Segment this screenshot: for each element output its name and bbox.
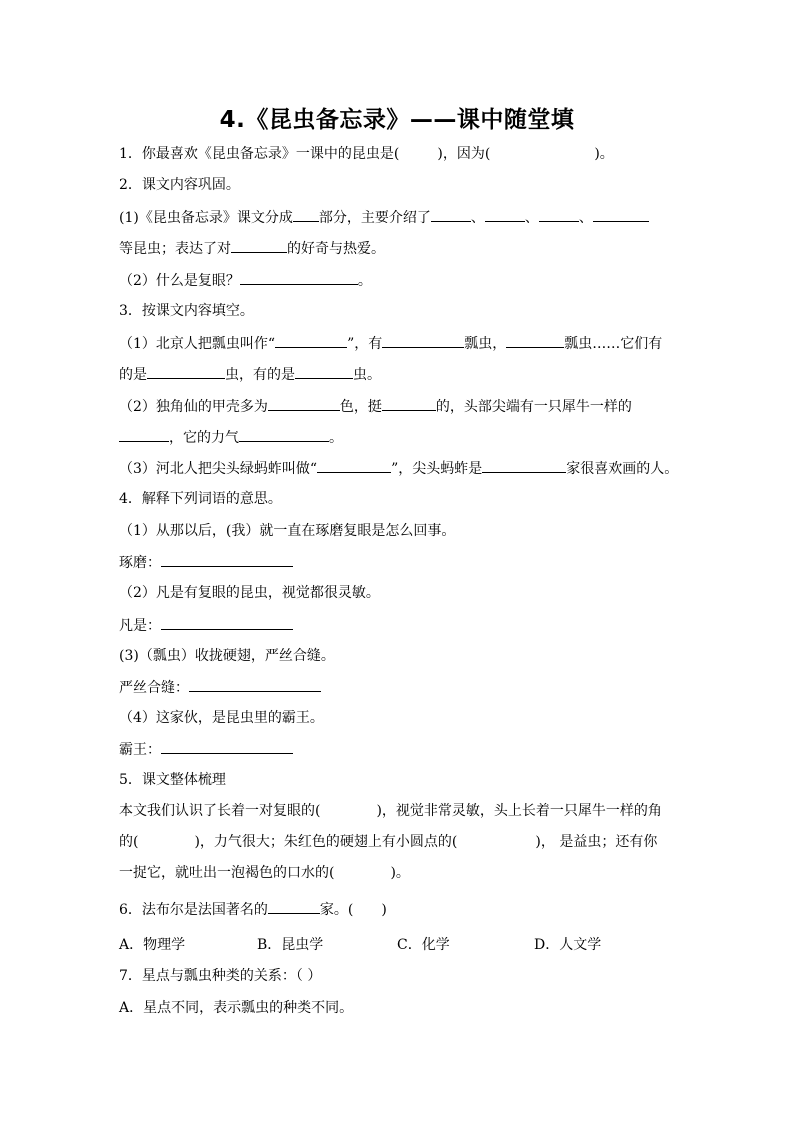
question-2-1-line-1	[119, 207, 649, 228]
question-3-1-line-1	[119, 333, 662, 354]
separator: 、	[470, 210, 485, 226]
question-4-4-sentence: （4）这家伙，是昆虫里的霸王。	[119, 710, 324, 726]
q5-text-e: )， 是益虫；还有你	[535, 834, 658, 850]
question-5-line-2	[119, 832, 657, 852]
question-4-3-word	[119, 677, 321, 698]
q6-text-b: 家。(	[319, 902, 354, 918]
q4-3-blank[interactable]	[189, 677, 321, 692]
q3-3-text-c: 家很喜欢画的人。	[566, 461, 679, 477]
q3-1-text-g: 虫。	[353, 367, 381, 383]
q2-1-blank-parts[interactable]	[293, 207, 319, 222]
page-title: 4.《昆虫备忘录》——课中随堂填	[219, 107, 575, 133]
question-3-2-line-2	[119, 427, 343, 448]
q3-1-text-f: 虫，有的是	[225, 367, 295, 383]
question-7-stem: 7．星点与瓢虫种类的关系：（ ）	[119, 968, 322, 984]
q3-2-blank-horn[interactable]	[119, 427, 169, 442]
question-3-2-line-1	[119, 396, 632, 417]
q2-1-blank-insect-4[interactable]	[593, 207, 649, 222]
q2-2-text-a: （2）什么是复眼？	[119, 273, 240, 289]
q2-1-blank-insect-3[interactable]	[539, 207, 579, 222]
q2-1-blank-insect-2[interactable]	[485, 207, 525, 222]
q6-option-d[interactable]: D．人文学	[534, 937, 602, 953]
question-6-stem	[119, 899, 387, 920]
q5-text-b: )，视觉非常灵敏，头上长着一只犀牛一样的角	[376, 803, 662, 819]
q5-text-a: 本文我们认识了长着一对复眼的(	[119, 803, 321, 819]
q4-3-word-label: 严丝合缝：	[119, 680, 189, 696]
question-4-heading: 4．解释下列词语的意思。	[119, 491, 282, 507]
q3-1-blank-kind-2[interactable]	[295, 364, 353, 379]
q3-2-blank-strength[interactable]	[239, 427, 329, 442]
q2-2-text-b: 。	[357, 273, 372, 289]
q2-1-blank-insect-1[interactable]	[431, 207, 471, 222]
q2-1-text-b: 部分，主要介绍了	[318, 210, 431, 226]
q5-text-f: 一捉它，就吐出一泡褐色的口水的(	[119, 865, 335, 881]
q6-option-b[interactable]: B．昆虫学	[257, 937, 324, 953]
q3-2-text-c: 的，头部尖端有一只犀牛一样的	[435, 399, 632, 415]
q3-1-text-a: （1）北京人把瓢虫叫作“	[119, 336, 276, 352]
q3-3-text-b: ”，尖头蚂蚱是	[391, 461, 483, 477]
q3-1-text-c: 瓢虫，	[464, 336, 507, 352]
q3-2-blank-color[interactable]	[268, 396, 340, 411]
q3-2-text-a: （2）独角仙的甲壳多为	[119, 399, 268, 415]
question-4-4-word	[119, 739, 293, 760]
question-4-2-word	[119, 615, 293, 636]
question-4-1-sentence: （1）从那以后，(我）就一直在琢磨复眼是怎么回事。	[119, 523, 456, 539]
q3-3-blank-person[interactable]	[482, 458, 566, 473]
q1-text-b: )，因为(	[437, 146, 491, 162]
q6-option-c[interactable]: C．化学	[397, 937, 450, 953]
q2-1-text-d: 的好奇与热爱。	[287, 241, 385, 257]
separator: 、	[578, 210, 593, 226]
q3-1-blank-kind-1[interactable]	[147, 364, 225, 379]
q3-1-text-d: 瓢虫……它们有	[564, 336, 663, 352]
q3-3-blank-name[interactable]	[317, 458, 391, 473]
q3-1-text-b: ”，有	[347, 336, 383, 352]
q7-option-a[interactable]: A．星点不同，表示瓢虫的种类不同。	[119, 1000, 354, 1016]
q3-1-text-e: 的是	[119, 367, 147, 383]
question-3-1-line-2	[119, 364, 381, 385]
question-5-heading: 5．课文整体梳理	[119, 772, 226, 788]
q1-text-c: )。	[594, 146, 614, 162]
q6-text-c: )	[381, 902, 387, 918]
q3-1-blank-type-1[interactable]	[382, 333, 464, 348]
q3-2-text-b: 色，挺	[339, 399, 382, 415]
q4-1-blank[interactable]	[161, 552, 293, 567]
q3-1-blank-type-2[interactable]	[506, 333, 564, 348]
q6-option-a[interactable]: A．物理学	[119, 937, 186, 953]
q6-text-a: 6．法布尔是法国著名的	[119, 902, 268, 918]
q4-2-word-label: 凡是：	[119, 618, 161, 634]
q4-4-word-label: 霸王：	[119, 742, 161, 758]
q4-1-word-label: 琢磨：	[119, 555, 161, 571]
question-4-3-sentence: (3)（瓢虫）收拢硬翅，严丝合缝。	[119, 648, 335, 664]
question-1	[119, 144, 614, 164]
question-5-line-3	[119, 863, 410, 883]
q5-text-c: 的(	[119, 834, 139, 850]
q3-1-blank-name[interactable]	[275, 333, 347, 348]
q5-text-g: )。	[390, 865, 410, 881]
q2-2-blank[interactable]	[240, 270, 358, 285]
q3-2-text-e: 。	[329, 430, 343, 446]
question-2-heading: 2．课文内容巩固。	[119, 177, 240, 193]
q5-text-d: )，力气很大；朱红色的硬翅上有小圆点的(	[194, 834, 458, 850]
question-2-1-line-2	[119, 238, 385, 259]
question-4-1-word	[119, 552, 293, 573]
question-2-2	[119, 270, 372, 291]
q3-2-blank-quality[interactable]	[382, 396, 436, 411]
q2-1-blank-object[interactable]	[231, 238, 287, 253]
q6-blank[interactable]	[268, 899, 320, 914]
question-4-2-sentence: （2）凡是有复眼的昆虫，视觉都很灵敏。	[119, 585, 380, 601]
question-5-line-1	[119, 801, 662, 821]
q1-text-a: 1．你最喜欢《昆虫备忘录》一课中的昆虫是(	[119, 146, 400, 162]
q3-2-text-d: ，它的力气	[169, 430, 239, 446]
separator: 、	[524, 210, 539, 226]
question-3-3	[119, 458, 678, 479]
question-3-heading: 3．按课文内容填空。	[119, 303, 254, 319]
q4-2-blank[interactable]	[161, 615, 293, 630]
q2-1-text-c: 等昆虫；表达了对	[119, 241, 231, 257]
q3-3-text-a: （3）河北人把尖头绿蚂蚱叫做“	[119, 461, 318, 477]
q2-1-text-a: (1)《昆虫备忘录》课文分成	[119, 210, 293, 226]
q4-4-blank[interactable]	[161, 739, 293, 754]
